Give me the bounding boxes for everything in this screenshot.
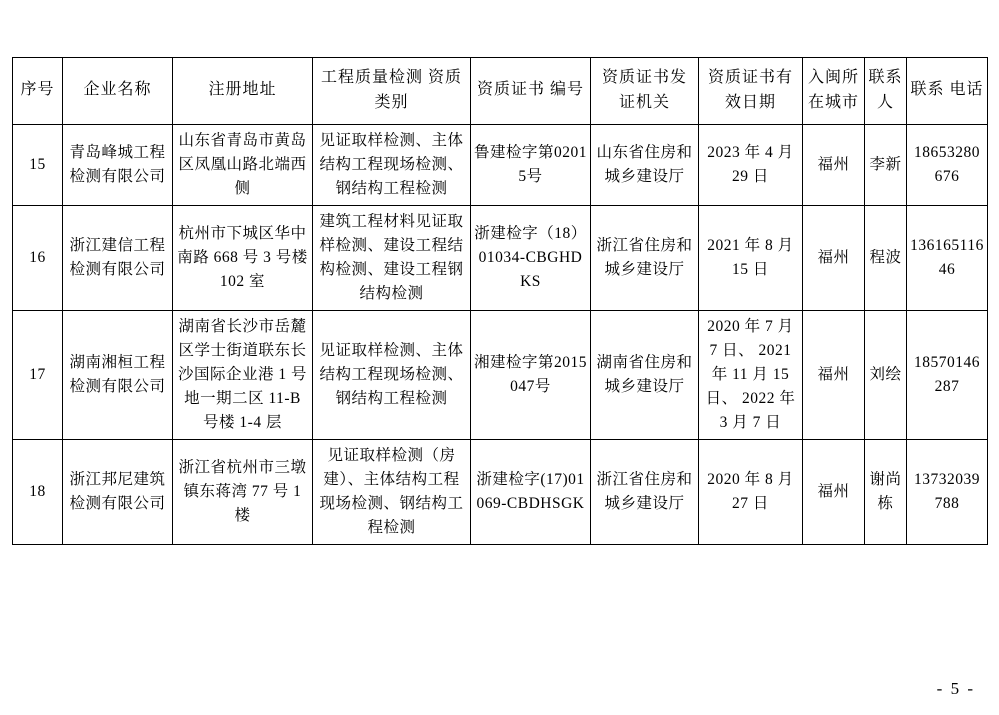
column-header-valid-date: 资质证书有 效日期 xyxy=(699,58,803,125)
page-number: - 5 - xyxy=(936,679,975,698)
cell-phone: 18570146287 xyxy=(907,310,988,439)
table-row xyxy=(13,439,988,544)
cell-category: 建筑工程材料见证取样检测、建设工程结构检测、建设工程钢结构检测 xyxy=(313,205,471,310)
cell-seq: 17 xyxy=(13,310,63,439)
cell-issuer: 山东省住房和城乡建设厅 xyxy=(591,124,699,205)
cell-cert-no: 湘建检字第2015047号 xyxy=(471,310,591,439)
cell-cert-no: 浙建检字(17)01069-CBDHSGK xyxy=(471,439,591,544)
column-header-company: 企业名称 xyxy=(63,58,173,125)
column-header-contact: 联系 人 xyxy=(865,58,907,125)
cell-seq: 15 xyxy=(13,124,63,205)
cell-city: 福州 xyxy=(803,439,865,544)
cell-phone: 13616511646 xyxy=(907,205,988,310)
cell-valid-date: 2021 年 8 月 15 日 xyxy=(699,205,803,310)
table-row xyxy=(13,124,988,205)
enterprise-qualification-table xyxy=(12,57,988,545)
column-header-phone: 联系 电话 xyxy=(907,58,988,125)
cell-contact: 程波 xyxy=(865,205,907,310)
column-header-city: 入闽所 在城市 xyxy=(803,58,865,125)
cell-category: 见证取样检测（房建）、主体结构工程现场检测、钢结构工程检测 xyxy=(313,439,471,544)
cell-issuer: 湖南省住房和城乡建设厅 xyxy=(591,310,699,439)
table-row xyxy=(13,205,988,310)
column-header-cert-no: 资质证书 编号 xyxy=(471,58,591,125)
cell-phone: 18653280676 xyxy=(907,124,988,205)
cell-contact: 谢尚栋 xyxy=(865,439,907,544)
table-row xyxy=(13,310,988,439)
cell-issuer: 浙江省住房和城乡建设厅 xyxy=(591,205,699,310)
cell-valid-date: 2020 年 8 月 27 日 xyxy=(699,439,803,544)
column-header-seq: 序号 xyxy=(13,58,63,125)
cell-company: 浙江建信工程检测有限公司 xyxy=(63,205,173,310)
table-header-row xyxy=(13,58,988,125)
cell-city: 福州 xyxy=(803,124,865,205)
column-header-category: 工程质量检测 资质类别 xyxy=(313,58,471,125)
cell-cert-no: 鲁建检字第02015号 xyxy=(471,124,591,205)
cell-category: 见证取样检测、主体结构工程现场检测、钢结构工程检测 xyxy=(313,310,471,439)
cell-valid-date: 2023 年 4 月 29 日 xyxy=(699,124,803,205)
cell-contact: 刘绘 xyxy=(865,310,907,439)
cell-seq: 18 xyxy=(13,439,63,544)
cell-cert-no: 浙建检字（18）01034-CBGHDKS xyxy=(471,205,591,310)
cell-seq: 16 xyxy=(13,205,63,310)
cell-address: 杭州市下城区华中南路 668 号 3 号楼 102 室 xyxy=(173,205,313,310)
cell-contact: 李新 xyxy=(865,124,907,205)
cell-valid-date: 2020 年 7 月 7 日、 2021 年 11 月 15 日、 2022 年 3 月 7 日 xyxy=(699,310,803,439)
column-header-issuer: 资质证书发 证机关 xyxy=(591,58,699,125)
cell-address: 湖南省长沙市岳麓区学士街道联东长沙国际企业港 1 号地一期二区 11-B 号楼 1-4 层 xyxy=(173,310,313,439)
cell-category: 见证取样检测、主体结构工程现场检测、钢结构工程检测 xyxy=(313,124,471,205)
cell-city: 福州 xyxy=(803,205,865,310)
cell-issuer: 浙江省住房和城乡建设厅 xyxy=(591,439,699,544)
cell-company: 浙江邦尼建筑检测有限公司 xyxy=(63,439,173,544)
cell-company: 湖南湘桓工程检测有限公司 xyxy=(63,310,173,439)
cell-phone: 13732039788 xyxy=(907,439,988,544)
cell-city: 福州 xyxy=(803,310,865,439)
cell-address: 山东省青岛市黄岛区凤凰山路北端西侧 xyxy=(173,124,313,205)
cell-address: 浙江省杭州市三墩镇东蒋湾 77 号 1 楼 xyxy=(173,439,313,544)
cell-company: 青岛峰城工程检测有限公司 xyxy=(63,124,173,205)
column-header-address: 注册地址 xyxy=(173,58,313,125)
